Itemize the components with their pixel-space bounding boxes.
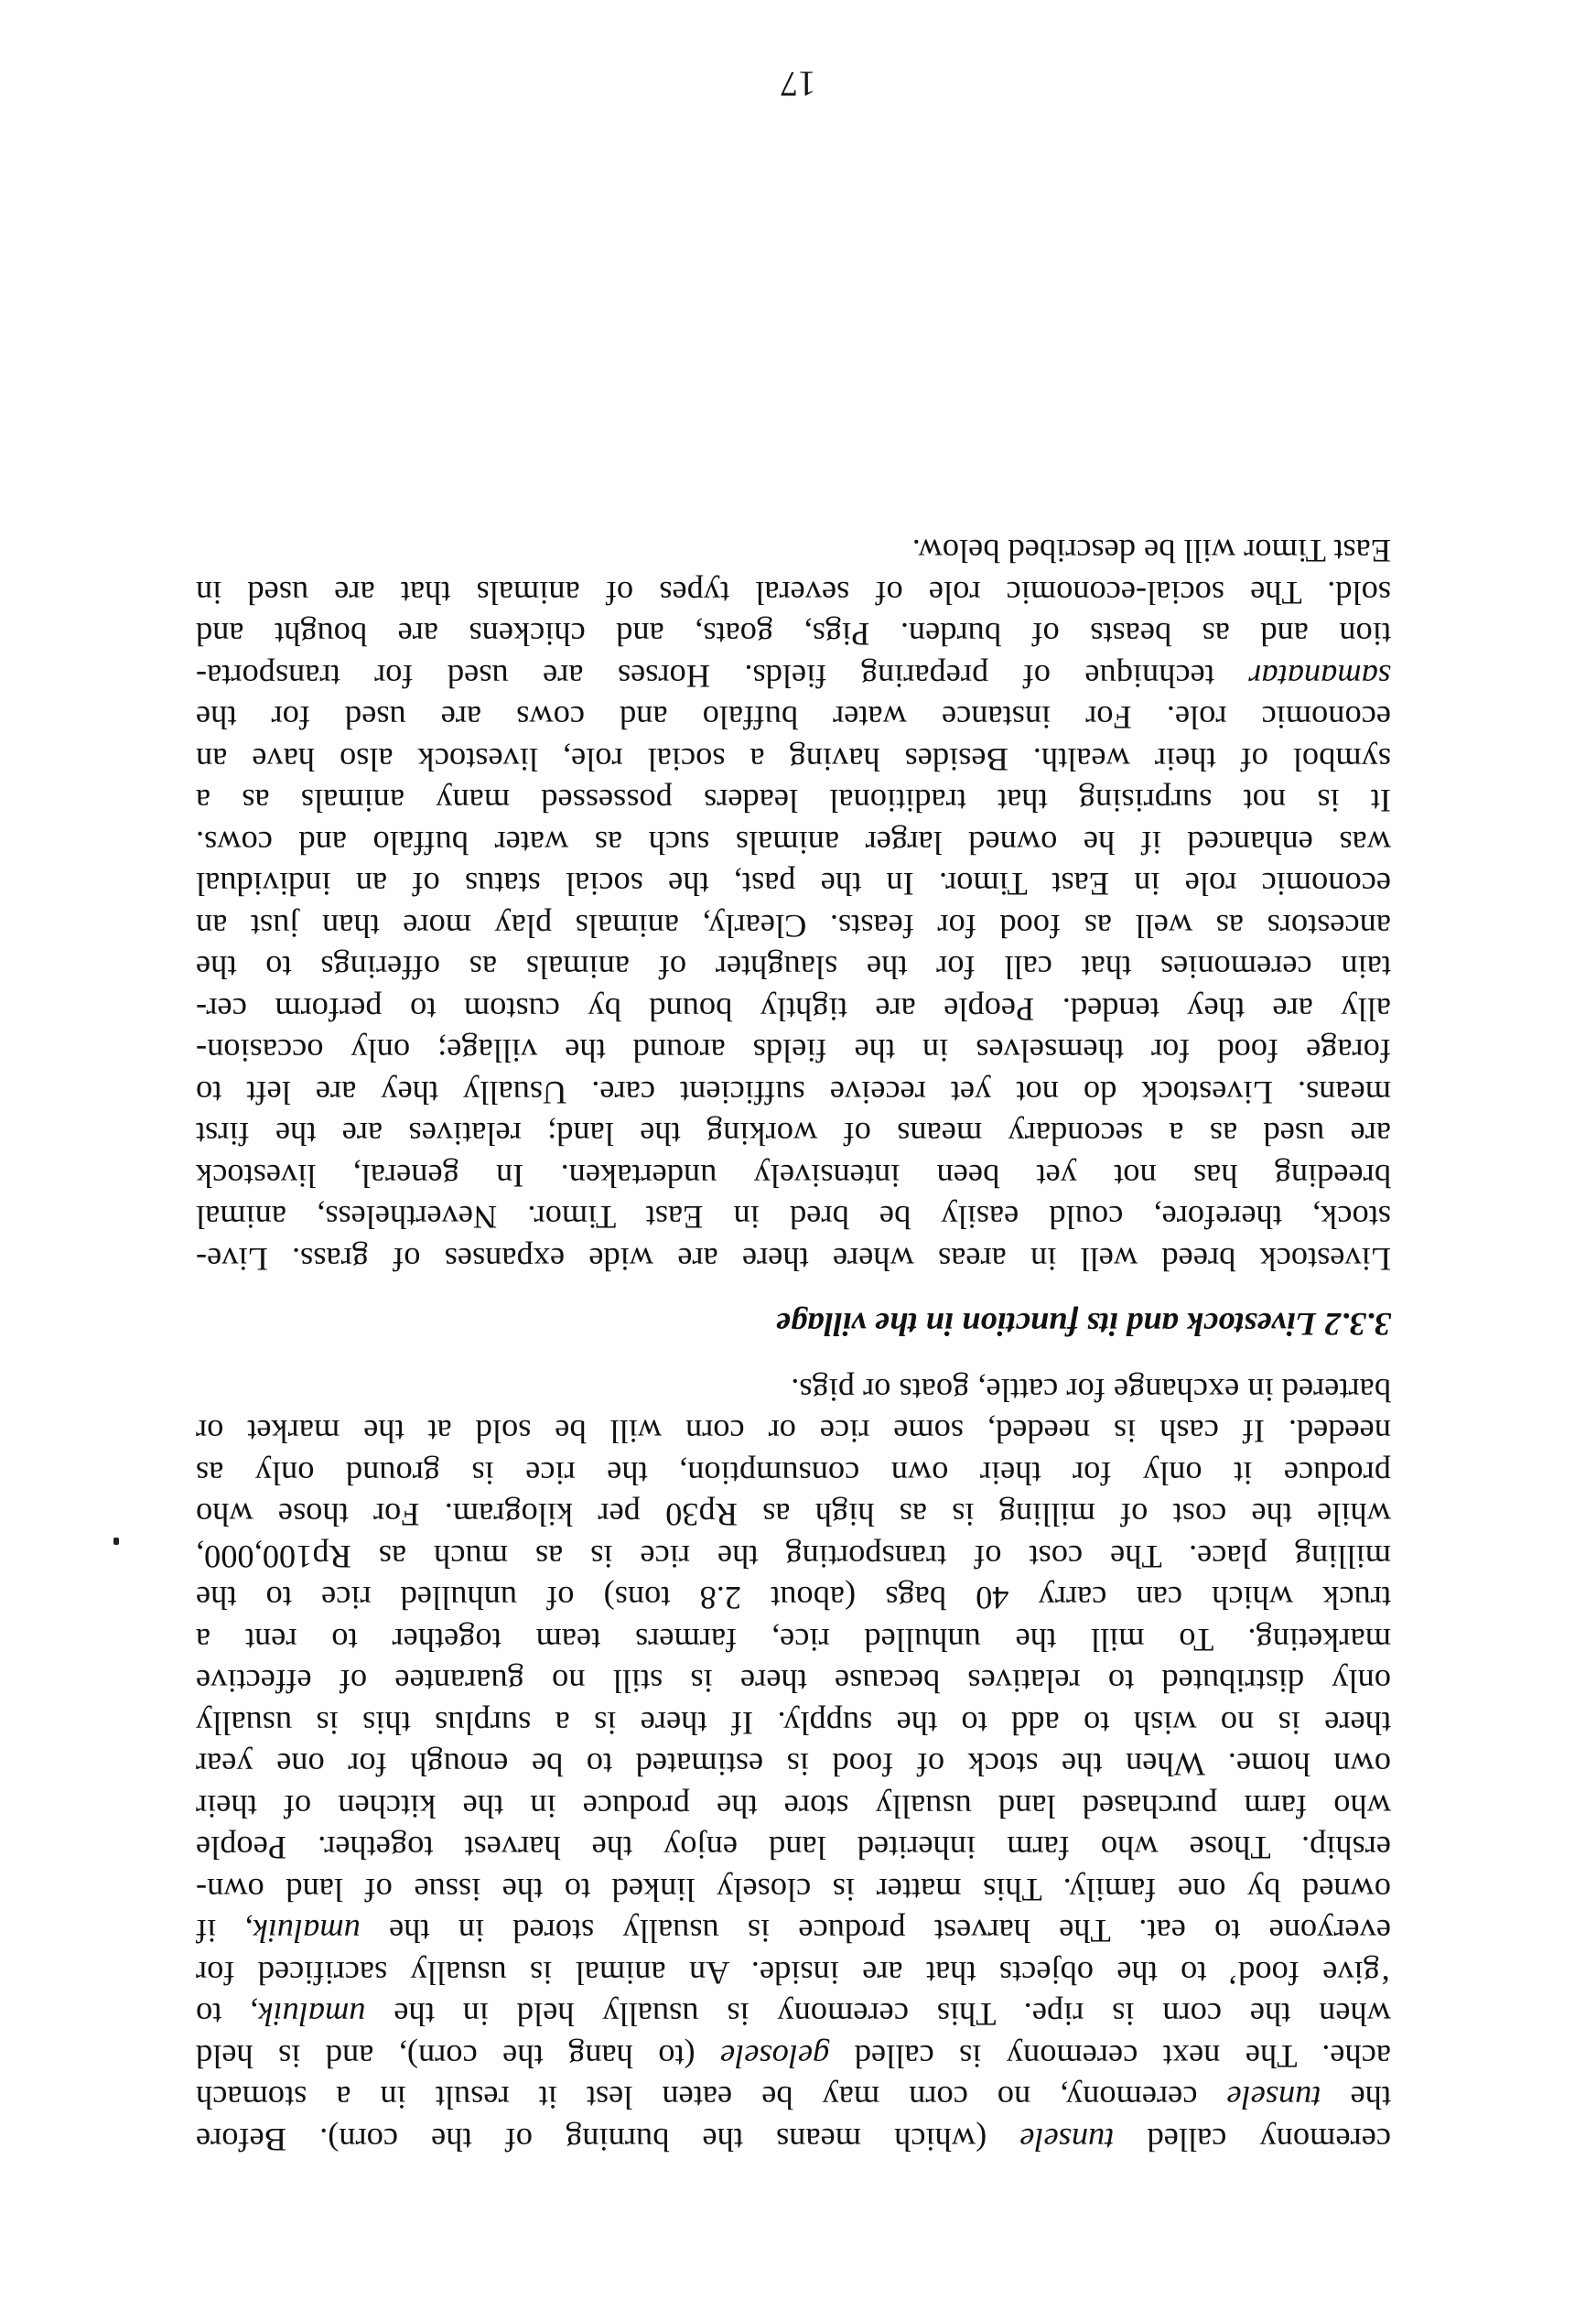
harvest-paragraph-line: needed. If cash is needed, some rice or corn will be sold at the market or: [196, 1413, 1391, 1451]
section-heading: 3.3.2 Livestock and its function in the village: [775, 1306, 1391, 1344]
livestock-paragraph-line: East Timor will be described below.: [911, 533, 1391, 570]
livestock-paragraph-line: forage food for themselves in the fields around the village; only occasion-: [196, 1032, 1391, 1070]
livestock-paragraph-line: tion and as beasts of burden. Pigs, goats, and chickens are bought and: [196, 616, 1391, 653]
harvest-paragraph-line: milling place. The cost of transporting the rice is as much as Rp100,000,: [196, 1538, 1391, 1575]
livestock-paragraph-line: means. Livestock do not yet receive sufficient care. Usually they are left to: [196, 1074, 1391, 1111]
harvest-paragraph-line: owned by one family. This matter is closely linked to the issue of land own-: [196, 1872, 1391, 1908]
livestock-paragraph-line: ally are they tended. People are tightly bound by custom to perform cer-: [196, 991, 1391, 1028]
livestock-paragraph-line: breeding has not yet been intensively undertaken. In general, livestock: [196, 1158, 1391, 1194]
livestock-paragraph-line: are used as a secondary means of working the land; relatives are the first: [196, 1116, 1391, 1153]
harvest-paragraph-line: when the corn is ripe. This ceremony is usually held in the umaluik, to: [196, 1996, 1391, 2034]
harvest-paragraph-line: everyone to eat. The harvest produce is usually stored in the umaluik, if: [196, 1913, 1391, 1950]
harvest-paragraph-line: ceremony called tunsele (which means the burning of the corn). Before: [196, 2121, 1391, 2158]
harvest-paragraph-line: own home. When the stock of food is estimated to be enough for one year: [196, 1746, 1391, 1784]
text-block: [196, 530, 1391, 2160]
margin-mark: [113, 1538, 119, 1545]
harvest-paragraph-line: while the cost of milling is as high as Rp30 per kilogram. For those who: [196, 1496, 1391, 1534]
livestock-paragraph-line: Livestock breed well in areas where there are wide expanses of grass. Live-: [196, 1241, 1391, 1278]
italic-term: umaluik: [253, 1913, 361, 1950]
harvest-paragraph-line: ership. Those who farm inherited land enjoy the harvest together. People: [196, 1829, 1391, 1867]
harvest-paragraph-line: there is no wish to add to the supply. If there is a surplus this is usually: [196, 1705, 1391, 1742]
harvest-paragraph-line: produce it only for their own consumption, the rice is ground only as: [196, 1455, 1391, 1492]
livestock-paragraph-line: economic role in East Timor. In the past, the social status of an individual: [196, 866, 1391, 903]
harvest-paragraph-line: only distributed to relatives because there is still no guarantee of effective: [196, 1663, 1391, 1700]
livestock-paragraph-line: tain ceremonies that call for the slaughter of animals as offerings to the: [196, 949, 1391, 987]
livestock-paragraph-line: samanatar technique of preparing fields. Horses are used for transporta-: [196, 658, 1391, 695]
livestock-paragraph-line: It is not surprising that traditional leaders possessed many animals as a: [196, 783, 1391, 820]
harvest-paragraph-line: truck which can carry 40 bags (about 2.8 tons) of unhulled rice to the: [196, 1580, 1391, 1617]
italic-term: gelosele: [720, 2038, 830, 2075]
harvest-paragraph-line: marketing. To mill the unhulled rice, farmers team together to rent a: [196, 1622, 1391, 1658]
harvest-paragraph-line: ache. The next ceremony is called gelosele (to hang the corn), and is held: [196, 2038, 1391, 2075]
harvest-paragraph-line: ‘give food’ to the objects that are inside. An animal is usually sacrificed for: [196, 1955, 1391, 1991]
livestock-paragraph-line: symbol of their wealth. Besides having a social role, livestock also have an: [196, 741, 1391, 778]
harvest-paragraph-line: the tunsele ceremony, no corn may be eaten lest it result in a stomach: [196, 2079, 1391, 2117]
italic-term: tunsele: [1019, 2121, 1115, 2158]
harvest-paragraph-line: bartered in exchange for cattle, goats or pigs.: [791, 1372, 1391, 1409]
italic-term: umaluik: [258, 1996, 366, 2034]
paragraph-harvest: [196, 1369, 1391, 2161]
livestock-paragraph-line: sold. The social-economic role of several types of animals that are used in: [196, 575, 1391, 611]
livestock-paragraph-line: economic role. For instance water buffalo and cows are used for the: [196, 699, 1391, 737]
italic-term: tunsele: [1226, 2079, 1321, 2117]
page-number: 17: [780, 64, 816, 103]
livestock-paragraph-line: was enhanced if he owned larger animals such as water buffalo and cows.: [196, 825, 1391, 861]
paragraph-livestock: [196, 530, 1391, 1279]
italic-term: samanatar: [1248, 658, 1391, 695]
harvest-paragraph-line: who farm purchased land usually store the produce in the kitchen of their: [196, 1788, 1391, 1825]
livestock-paragraph-line: stock, therefore, could easily be bred in East Timor. Nevertheless, animal: [196, 1199, 1391, 1236]
livestock-paragraph-line: ancestors as well as food for feasts. Clearly, animals play more than just an: [196, 908, 1391, 944]
